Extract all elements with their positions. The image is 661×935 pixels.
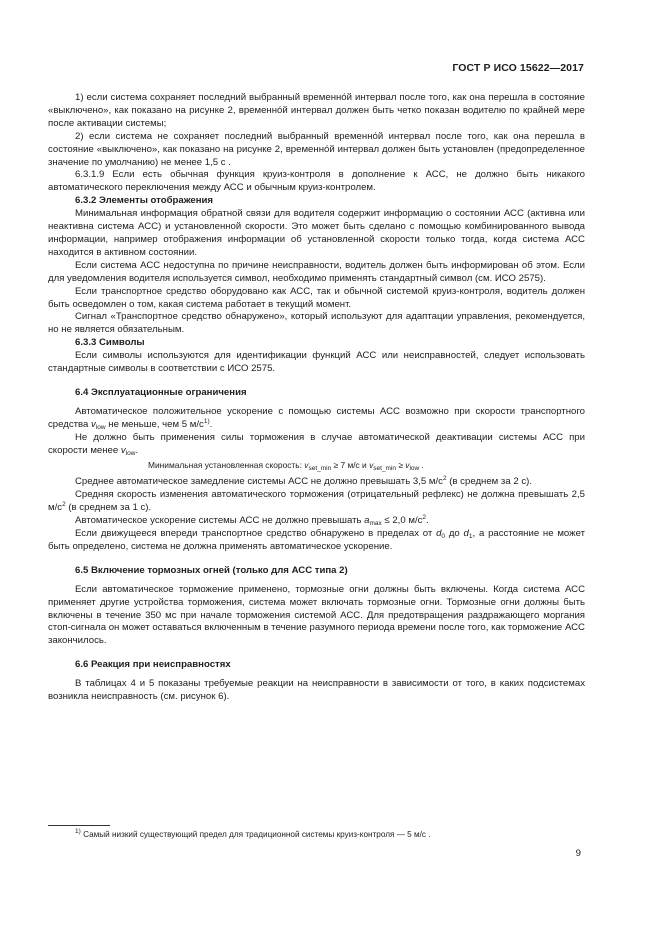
paragraph: Если система АСС недоступна по причине неисправности, водитель должен быть информирован об этом. Если для уведомления водителя используется символ, необходимо применять стандартный символ (см. ИСО 2575). — [48, 259, 585, 284]
footnote-ref: 1) — [203, 417, 210, 425]
formula: Минимальная установленная скорость: $v_{set\_min} \ge 7$ м/с и $v_{set\_min} \ge v_{low}$ . — [148, 460, 424, 473]
paragraph: Если движущееся впереди транспортное средство обнаружено в пределах от $d_0$ до $d_1$, а расстояние не может быть определено, система не должна применять автоматическое ускорение. — [48, 528, 585, 552]
paragraph: Если символы используются для идентификации функций АСС или неисправностей, следует использовать стандартные символы в соответствии с ИСО 2575. — [48, 350, 585, 375]
paragraph: 2) если система не сохраняет последний выбранный временно́й интервал после того, как она перешла в состояние «выключено», как показано на рисунке 2, временно́й интервал должен быть установлен (предопределенное значение по умолчанию) не менее 1,5 с . — [48, 130, 585, 168]
standard-header: ГОСТ Р ИСО 15622—2017 — [452, 62, 584, 74]
paragraph: Не должно быть применения силы торможения в случае автоматической деактивации системы АСС при скорости менее $v_{low}$. — [48, 431, 585, 457]
section-heading: 6.6 Реакция при неисправностях — [75, 659, 231, 671]
paragraph: Минимальная информация обратной связи для водителя содержит информацию о состоянии АСС (активна или неактивна система АСС) и установленной скорости. Это может быть сделано с помощью комбинированного вывода информации, например отображения информации об установленной скорости только тогда, когда система АСС находится в активном состоянии. — [48, 208, 585, 258]
paragraph: 1) если система сохраняет последний выбранный временно́й интервал после того, как она перешла в состояние «выключено», как показано на рисунке 2, временно́й интервал должен быть четко показан водителю по крайней мере после активации системы; — [48, 92, 585, 129]
page-number: 9 — [575, 848, 581, 859]
paragraph: Автоматическое положительное ускорение с помощью системы АСС возможно при скорости транспортного средства $v_{low}$ не меньше, чем 5 $м/с^{1)}$. — [48, 405, 585, 431]
paragraph: Если автоматическое торможение применено, тормозные огни должны быть включены. Когда система АСС применяет другие устройства торможения, система может включать тормозные огни. Тормозные огни должны быть включены в течение 350 мс при начале торможения системой АСС. Для предотвращения раздражающего моргания стоп-сигнала он может оставаться включенным в течение разумного периода времени после того, как торможение АСС закончилось. — [48, 583, 585, 647]
section-heading: 6.4 Эксплуатационные ограничения — [75, 386, 247, 398]
paragraph: Средняя скорость изменения автоматического торможения (отрицательный рефлекс) не должна превышать 2,5 $м/с^2$ (в среднем за 1 с). — [48, 489, 585, 514]
section-heading: 6.5 Включение тормозных огней (только для АСС типа 2) — [75, 564, 348, 576]
paragraph: Среднее автоматическое замедление системы АСС не должно превышать 3,5 $м/с^2$ (в среднем за 2 с). — [75, 475, 532, 488]
footnote: $^{1)}$ Самый низкий существующий предел для традиционной системы круиз-контроля — 5 м/с . — [75, 828, 431, 839]
document-body — [48, 92, 585, 704]
paragraph: Сигнал «Транспортное средство обнаружено», который используют для адаптации управления, рекомендуется, но не является обязательным. — [48, 311, 585, 336]
paragraph: 6.3.1.9 Если есть обычная функция круиз-контроля в дополнение к АСС, не должно быть никакого автоматического переключения между АСС и обычным круиз-контролем. — [48, 169, 585, 194]
paragraph: В таблицах 4 и 5 показаны требуемые реакции на неисправности в зависимости от того, в каких подсистемах возникла неисправность (см. рисунок 6). — [48, 678, 585, 703]
section-heading: 6.3.3 Символы — [75, 337, 145, 349]
section-heading: 6.3.2 Элементы отображения — [75, 195, 214, 207]
footnote-mark: 1) — [75, 828, 81, 835]
footnote-divider — [48, 825, 110, 826]
paragraph: Если транспортное средство оборудовано как АСС, так и обычной системой круиз-контроля, водитель должен быть осведомлен о том, какая система работает в текущий момент. — [48, 285, 585, 310]
paragraph: Автоматическое ускорение системы АСС не должно превышать $a_{max} \le 2,0$ $м/с^2$. — [75, 514, 429, 528]
